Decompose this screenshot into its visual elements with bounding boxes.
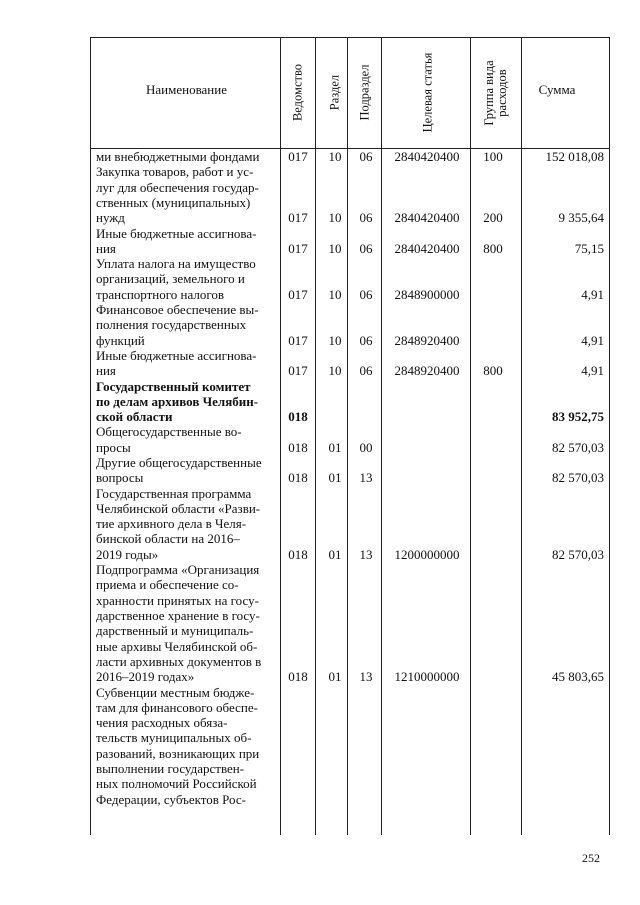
header-vedomstvo: Ведомство (290, 63, 305, 122)
row-celevaya: 2848920400 (394, 332, 460, 348)
row-summa: 75,15 (574, 240, 604, 256)
budget-table (90, 37, 609, 835)
header-razdel: Раздел (327, 74, 342, 111)
header-name: Наименование (146, 82, 227, 97)
row-name: Государственная программа Челябинской области «Разви- тие архивного дела в Челя- бинской области на 2016– 2019 годы» (96, 485, 261, 562)
row-vedomstvo: 017 (288, 286, 308, 302)
row-name: Общегосударственные во- просы (96, 424, 242, 455)
row-vedomstvo: 018 (288, 669, 308, 685)
row-vedomstvo: 018 (288, 470, 308, 486)
header-gruppa-line1: Группа вида (482, 60, 496, 126)
row-podrazdel: 06 (359, 332, 373, 348)
row-summa: 83 952,75 (552, 409, 604, 425)
row-razdel: 01 (328, 470, 342, 486)
row-podrazdel: 13 (359, 470, 373, 486)
row-celevaya: 1200000000 (394, 546, 460, 562)
row-podrazdel: 06 (359, 363, 373, 379)
row-podrazdel: 06 (359, 240, 373, 256)
table-row (90, 379, 609, 425)
row-podrazdel: 13 (359, 546, 373, 562)
row-celevaya: 2848900000 (394, 286, 460, 302)
table-row (90, 226, 609, 257)
column-divider (381, 37, 382, 835)
row-podrazdel: 06 (359, 286, 373, 302)
header-podrazdel: Подраздел (357, 64, 372, 121)
row-summa: 4,91 (581, 286, 604, 302)
row-name: Финансовое обеспечение вы- полнения государственных функций (96, 302, 259, 348)
row-razdel: 10 (328, 286, 342, 302)
row-vedomstvo: 017 (288, 332, 308, 348)
header-summa: Сумма (538, 82, 576, 97)
row-razdel: 01 (328, 546, 342, 562)
row-razdel: 10 (328, 210, 342, 226)
row-vedomstvo: 017 (288, 210, 308, 226)
row-vedomstvo: 017 (288, 363, 308, 379)
row-gruppa: 200 (483, 210, 503, 226)
row-name: Иные бюджетные ассигнова- ния (96, 347, 257, 379)
table-row (90, 164, 609, 225)
table-row (90, 562, 609, 684)
row-summa: 4,91 (581, 332, 604, 348)
row-celevaya: 2848920400 (394, 363, 460, 379)
row-podrazdel: 06 (359, 210, 373, 226)
column-divider (470, 37, 471, 835)
table-row (90, 302, 609, 348)
column-divider (90, 37, 91, 835)
row-name: ми внебюджетными фондами (96, 149, 260, 164)
header-celevaya: Целевая статья (420, 52, 435, 133)
row-name: Уплата налога на имущество организаций, земельного и транспортного налогов (96, 256, 256, 302)
table-row (90, 486, 609, 563)
row-name: Закупка товаров, работ и ус- луг для обеспечения государ- ственных (муниципальных) нужд (96, 164, 259, 226)
row-razdel: 10 (328, 332, 342, 348)
row-vedomstvo: 018 (288, 409, 308, 425)
row-podrazdel: 00 (359, 439, 373, 455)
table-row (90, 685, 609, 807)
row-razdel: 10 (328, 363, 342, 379)
row-name: Государственный комитет по делам архивов Челябин- ской области (96, 378, 259, 425)
row-divider (90, 37, 609, 38)
row-razdel: 01 (328, 669, 342, 685)
row-razdel: 01 (328, 439, 342, 455)
row-podrazdel: 06 (359, 149, 373, 164)
row-razdel: 10 (328, 240, 342, 256)
table-row (90, 149, 609, 164)
row-razdel: 10 (328, 149, 342, 164)
header-gruppa (483, 51, 509, 135)
column-divider (280, 37, 281, 835)
row-gruppa: 800 (483, 363, 503, 379)
header-gruppa-line2: расходов (495, 69, 509, 117)
row-divider (90, 148, 609, 149)
row-gruppa: 800 (483, 240, 503, 256)
column-divider (315, 37, 316, 835)
row-vedomstvo: 018 (288, 546, 308, 562)
table-row (90, 424, 609, 455)
row-podrazdel: 13 (359, 669, 373, 685)
row-name: Другие общегосударственные вопросы (96, 455, 262, 486)
row-name: Иные бюджетные ассигнова- ния (96, 225, 257, 256)
row-vedomstvo: 018 (288, 439, 308, 455)
table-row (90, 256, 609, 302)
row-summa: 9 355,64 (558, 210, 604, 226)
row-celevaya: 1210000000 (394, 669, 460, 685)
column-divider (609, 37, 610, 835)
column-divider (521, 37, 522, 835)
page-number: 252 (582, 851, 600, 865)
row-celevaya: 2840420400 (394, 210, 460, 226)
row-summa: 82 570,03 (552, 439, 604, 455)
row-vedomstvo: 017 (288, 240, 308, 256)
table-row (90, 455, 609, 486)
row-summa: 45 803,65 (552, 669, 604, 685)
row-name: Подпрограмма «Организация приема и обеспечение со- хранности принятых на госу- дарственное хранение в госу- дарственный и муниципаль- ные архивы Челябинской об- ласти архивных документов в 2016–2019 годах» (96, 562, 262, 685)
row-celevaya: 2840420400 (394, 149, 460, 164)
row-gruppa: 100 (483, 149, 503, 164)
row-vedomstvo: 017 (288, 149, 308, 164)
row-summa: 152 018,08 (545, 149, 604, 164)
column-divider (347, 37, 348, 835)
row-summa: 82 570,03 (552, 546, 604, 562)
row-celevaya: 2840420400 (394, 240, 460, 256)
table-row (90, 348, 609, 379)
row-summa: 4,91 (581, 363, 604, 379)
row-summa: 82 570,03 (552, 470, 604, 486)
row-name: Субвенции местным бюдже- там для финансового обеспе- чения расходных обяза- тельств муниципальных об- разований, возникающих при выполнении государствен- ных полномочий Российской Федерации, субъектов Рос- (96, 684, 260, 807)
